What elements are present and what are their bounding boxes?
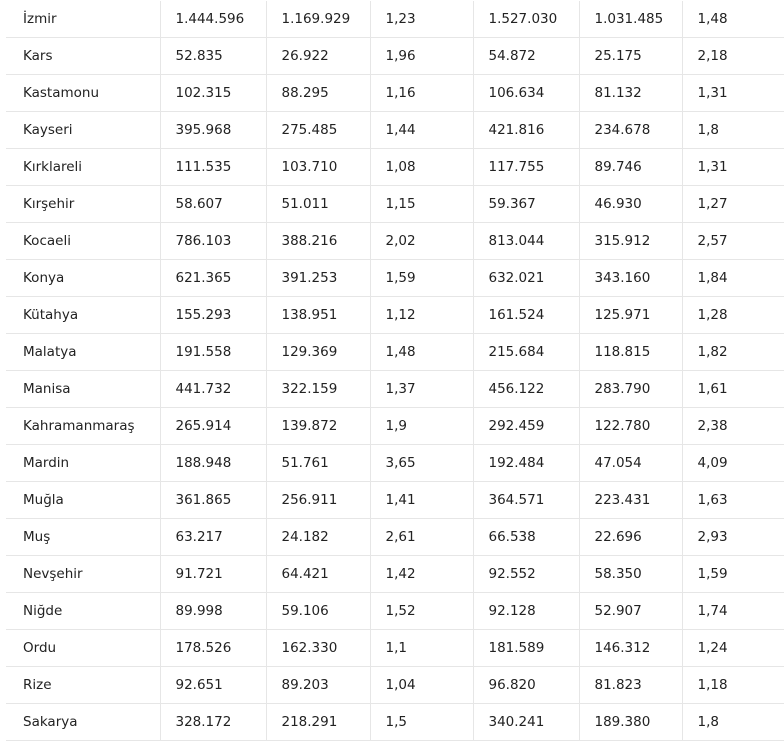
cell-value-4: 122.780 — [579, 408, 682, 445]
cell-value-3: 106.634 — [473, 75, 579, 112]
cell-ratio-1: 3,65 — [370, 445, 473, 482]
cell-ratio-2: 1,27 — [682, 186, 784, 223]
cell-ratio-1: 1,16 — [370, 75, 473, 112]
cell-ratio-2: 1,61 — [682, 371, 784, 408]
cell-value-1: 441.732 — [160, 371, 266, 408]
cell-value-2: 26.922 — [266, 38, 370, 75]
cell-value-1: 328.172 — [160, 704, 266, 741]
cell-value-4: 118.815 — [579, 334, 682, 371]
cell-value-2: 275.485 — [266, 112, 370, 149]
cell-value-1: 1.444.596 — [160, 1, 266, 38]
cell-province-name: Kocaeli — [6, 223, 160, 260]
cell-value-4: 81.132 — [579, 75, 682, 112]
cell-value-1: 361.865 — [160, 482, 266, 519]
cell-ratio-2: 4,09 — [682, 445, 784, 482]
cell-value-3: 59.367 — [473, 186, 579, 223]
cell-ratio-2: 1,28 — [682, 297, 784, 334]
cell-value-4: 125.971 — [579, 297, 682, 334]
cell-value-2: 1.169.929 — [266, 1, 370, 38]
table-row — [6, 223, 784, 260]
table-row — [6, 408, 784, 445]
cell-value-4: 22.696 — [579, 519, 682, 556]
cell-value-3: 1.527.030 — [473, 1, 579, 38]
cell-value-1: 178.526 — [160, 630, 266, 667]
cell-value-1: 265.914 — [160, 408, 266, 445]
cell-province-name: Mardin — [6, 445, 160, 482]
cell-value-3: 181.589 — [473, 630, 579, 667]
cell-value-4: 189.380 — [579, 704, 682, 741]
table-row — [6, 630, 784, 667]
table-row — [6, 1, 784, 38]
cell-ratio-1: 1,23 — [370, 1, 473, 38]
cell-value-2: 59.106 — [266, 593, 370, 630]
cell-value-3: 364.571 — [473, 482, 579, 519]
table-row — [6, 75, 784, 112]
table-row — [6, 260, 784, 297]
cell-ratio-1: 1,44 — [370, 112, 473, 149]
cell-ratio-1: 1,48 — [370, 334, 473, 371]
cell-value-4: 283.790 — [579, 371, 682, 408]
cell-province-name: Rize — [6, 667, 160, 704]
cell-ratio-1: 1,5 — [370, 704, 473, 741]
table-row — [6, 297, 784, 334]
cell-ratio-1: 1,41 — [370, 482, 473, 519]
cell-value-3: 632.021 — [473, 260, 579, 297]
cell-value-2: 256.911 — [266, 482, 370, 519]
cell-province-name: Niğde — [6, 593, 160, 630]
cell-value-4: 146.312 — [579, 630, 682, 667]
province-data-table — [6, 1, 784, 741]
table-row — [6, 704, 784, 741]
cell-value-2: 88.295 — [266, 75, 370, 112]
cell-value-3: 161.524 — [473, 297, 579, 334]
cell-value-1: 91.721 — [160, 556, 266, 593]
cell-value-4: 343.160 — [579, 260, 682, 297]
cell-value-3: 813.044 — [473, 223, 579, 260]
cell-ratio-2: 1,63 — [682, 482, 784, 519]
cell-ratio-2: 2,18 — [682, 38, 784, 75]
cell-value-1: 786.103 — [160, 223, 266, 260]
cell-province-name: Malatya — [6, 334, 160, 371]
cell-value-1: 63.217 — [160, 519, 266, 556]
cell-value-1: 52.835 — [160, 38, 266, 75]
cell-value-3: 340.241 — [473, 704, 579, 741]
cell-ratio-1: 1,12 — [370, 297, 473, 334]
cell-province-name: Nevşehir — [6, 556, 160, 593]
cell-ratio-2: 1,8 — [682, 704, 784, 741]
table-row — [6, 519, 784, 556]
cell-value-3: 456.122 — [473, 371, 579, 408]
cell-value-1: 111.535 — [160, 149, 266, 186]
cell-province-name: Kastamonu — [6, 75, 160, 112]
cell-value-2: 139.872 — [266, 408, 370, 445]
cell-value-4: 81.823 — [579, 667, 682, 704]
cell-value-4: 47.054 — [579, 445, 682, 482]
cell-value-3: 92.552 — [473, 556, 579, 593]
cell-value-3: 66.538 — [473, 519, 579, 556]
cell-value-4: 1.031.485 — [579, 1, 682, 38]
cell-ratio-1: 1,59 — [370, 260, 473, 297]
cell-ratio-1: 1,1 — [370, 630, 473, 667]
cell-ratio-2: 1,31 — [682, 149, 784, 186]
table-row — [6, 445, 784, 482]
cell-value-1: 621.365 — [160, 260, 266, 297]
cell-value-1: 188.948 — [160, 445, 266, 482]
cell-value-3: 292.459 — [473, 408, 579, 445]
cell-province-name: Kırşehir — [6, 186, 160, 223]
cell-province-name: Kars — [6, 38, 160, 75]
cell-value-3: 215.684 — [473, 334, 579, 371]
cell-ratio-2: 1,8 — [682, 112, 784, 149]
cell-ratio-2: 1,48 — [682, 1, 784, 38]
cell-province-name: Muğla — [6, 482, 160, 519]
cell-ratio-2: 1,74 — [682, 593, 784, 630]
cell-value-2: 322.159 — [266, 371, 370, 408]
cell-value-2: 391.253 — [266, 260, 370, 297]
cell-province-name: Manisa — [6, 371, 160, 408]
cell-value-1: 191.558 — [160, 334, 266, 371]
cell-value-4: 234.678 — [579, 112, 682, 149]
table-row — [6, 593, 784, 630]
cell-province-name: Muş — [6, 519, 160, 556]
cell-value-2: 51.761 — [266, 445, 370, 482]
table-row — [6, 112, 784, 149]
cell-ratio-1: 1,15 — [370, 186, 473, 223]
cell-ratio-2: 1,31 — [682, 75, 784, 112]
cell-value-4: 89.746 — [579, 149, 682, 186]
cell-ratio-1: 1,37 — [370, 371, 473, 408]
table-body — [6, 1, 784, 741]
table-row — [6, 371, 784, 408]
cell-value-3: 421.816 — [473, 112, 579, 149]
cell-ratio-1: 1,52 — [370, 593, 473, 630]
cell-ratio-2: 1,82 — [682, 334, 784, 371]
cell-value-2: 64.421 — [266, 556, 370, 593]
cell-value-4: 315.912 — [579, 223, 682, 260]
table-row — [6, 556, 784, 593]
cell-ratio-2: 2,93 — [682, 519, 784, 556]
cell-ratio-1: 2,02 — [370, 223, 473, 260]
cell-ratio-1: 1,9 — [370, 408, 473, 445]
cell-value-2: 218.291 — [266, 704, 370, 741]
cell-province-name: Kayseri — [6, 112, 160, 149]
cell-ratio-1: 1,04 — [370, 667, 473, 704]
cell-ratio-1: 1,42 — [370, 556, 473, 593]
cell-value-3: 96.820 — [473, 667, 579, 704]
cell-ratio-2: 1,84 — [682, 260, 784, 297]
cell-value-2: 89.203 — [266, 667, 370, 704]
cell-value-4: 25.175 — [579, 38, 682, 75]
cell-province-name: Konya — [6, 260, 160, 297]
cell-value-3: 92.128 — [473, 593, 579, 630]
table-row — [6, 149, 784, 186]
table-row — [6, 334, 784, 371]
cell-ratio-1: 1,08 — [370, 149, 473, 186]
table-row — [6, 667, 784, 704]
cell-value-2: 24.182 — [266, 519, 370, 556]
cell-province-name: Kahramanmaraş — [6, 408, 160, 445]
cell-value-4: 46.930 — [579, 186, 682, 223]
table-row — [6, 38, 784, 75]
cell-value-4: 223.431 — [579, 482, 682, 519]
cell-province-name: İzmir — [6, 1, 160, 38]
cell-province-name: Ordu — [6, 630, 160, 667]
cell-value-4: 52.907 — [579, 593, 682, 630]
cell-ratio-2: 1,59 — [682, 556, 784, 593]
cell-value-1: 102.315 — [160, 75, 266, 112]
cell-province-name: Kütahya — [6, 297, 160, 334]
cell-value-1: 395.968 — [160, 112, 266, 149]
cell-value-3: 192.484 — [473, 445, 579, 482]
cell-value-2: 388.216 — [266, 223, 370, 260]
table-row — [6, 186, 784, 223]
cell-ratio-2: 2,57 — [682, 223, 784, 260]
cell-value-2: 138.951 — [266, 297, 370, 334]
cell-ratio-2: 1,18 — [682, 667, 784, 704]
cell-value-1: 89.998 — [160, 593, 266, 630]
cell-value-2: 51.011 — [266, 186, 370, 223]
cell-value-3: 54.872 — [473, 38, 579, 75]
cell-value-1: 155.293 — [160, 297, 266, 334]
table-row — [6, 482, 784, 519]
cell-province-name: Sakarya — [6, 704, 160, 741]
cell-value-4: 58.350 — [579, 556, 682, 593]
cell-province-name: Kırklareli — [6, 149, 160, 186]
cell-value-1: 58.607 — [160, 186, 266, 223]
cell-value-2: 103.710 — [266, 149, 370, 186]
cell-ratio-1: 1,96 — [370, 38, 473, 75]
cell-ratio-2: 1,24 — [682, 630, 784, 667]
cell-ratio-2: 2,38 — [682, 408, 784, 445]
cell-value-2: 129.369 — [266, 334, 370, 371]
cell-ratio-1: 2,61 — [370, 519, 473, 556]
cell-value-2: 162.330 — [266, 630, 370, 667]
cell-value-3: 117.755 — [473, 149, 579, 186]
cell-value-1: 92.651 — [160, 667, 266, 704]
